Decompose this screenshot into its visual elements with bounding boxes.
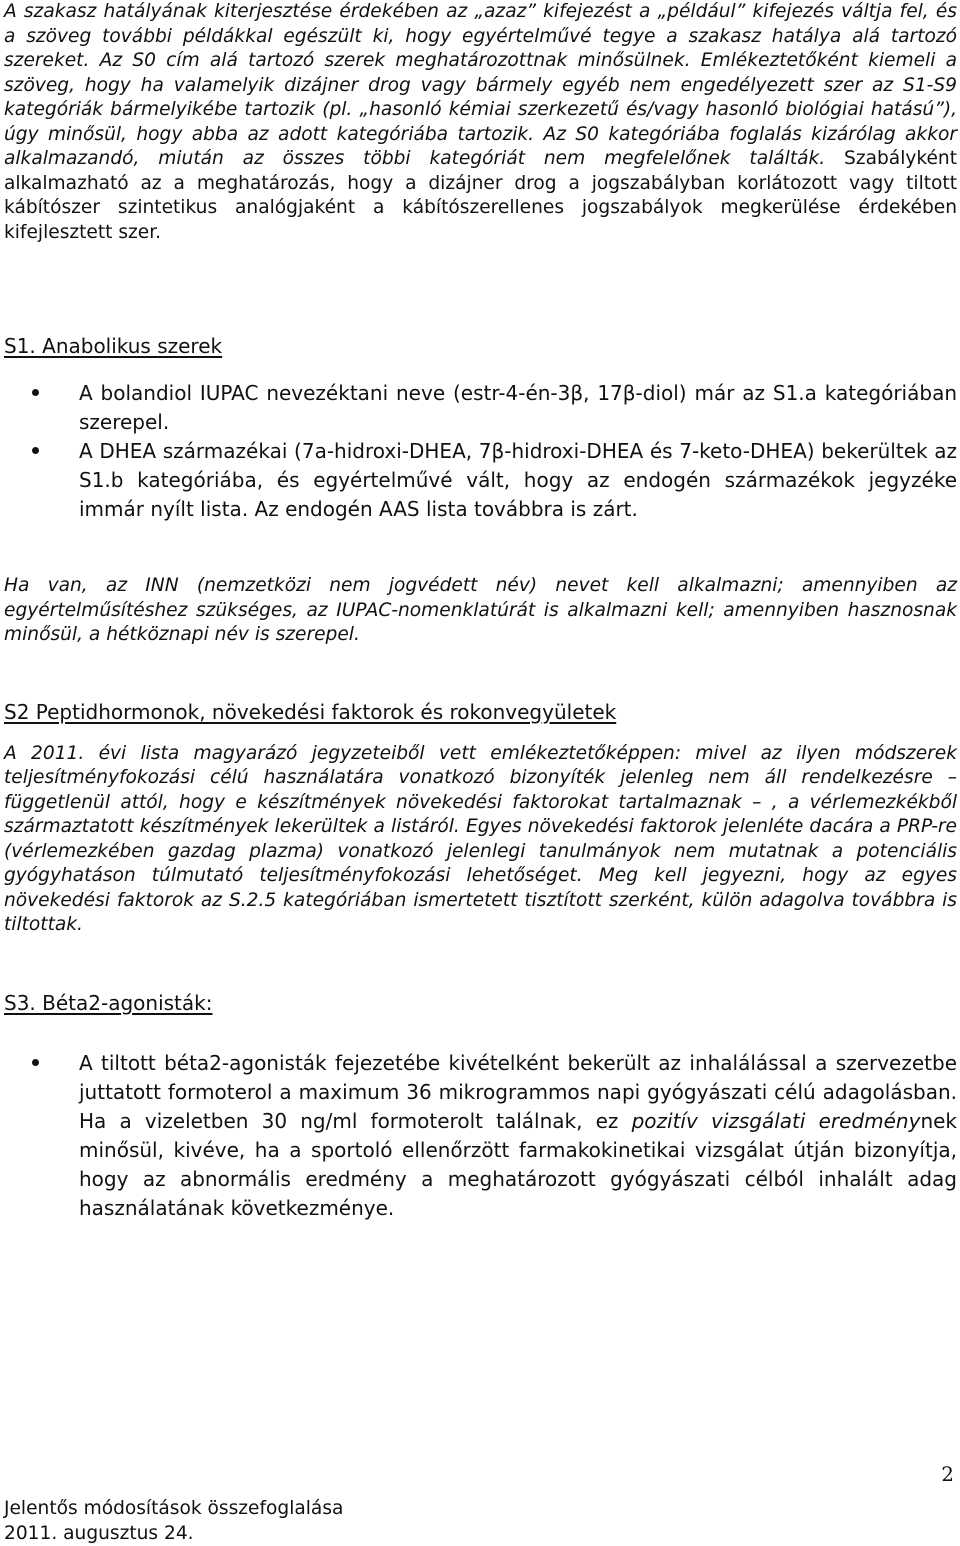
- s3-bullet-part-2: nek minősül, kivéve, ha a sportoló ellenőrzött farmakokinetikai vizsgálat útján bizonyítja, hogy az abnormális eredmény a meghatározott gyógyászati célból inhalált adag használatának következménye.: [79, 1108, 957, 1220]
- list-item: [4, 379, 957, 437]
- s1-bullet-text-1: A bolandiol IUPAC nevezéktani neve (estr-4-én-3β, 17β-diol) már az S1.a kategóriában szerepel.: [79, 381, 957, 434]
- s3-bullet-text: [79, 1049, 957, 1223]
- s3-bullet-italic: pozitív vizsgálati eredmény: [631, 1108, 921, 1133]
- s3-bullet-list: [4, 1049, 957, 1223]
- intro-sentence-2: Emlékeztetőként kiemeli a szöveg, hogy ha valamelyik dizájner drog vagy bármely egyéb nem engedélyezett szer az S1-S9 kategóriák bármelyikébe tartozik (pl. „hasonló kémiai szerkezetű és/vagy hasonló biológiai hatású”), úgy minősül, hogy abba az adott kategóriába tartozik.: [4, 50, 957, 145]
- s3-bullet-part-1: A tiltott béta2-agonisták fejezetébe kivételként bekerült az inhalálással a szervezetbe juttatott formoterol a maximum 36 mikrogrammos napi gyógyászati célú adagolásban. Ha a vizeletben 30 ng/ml formoterolt találnak, ez: [79, 1050, 957, 1133]
- s1-bullet-list: [4, 379, 957, 524]
- footer-title: Jelentős módosítások összefoglalása: [4, 1498, 344, 1519]
- s1-note-paragraph: Ha van, az INN (nemzetközi nem jogvédett név) nevet kell alkalmazni; amennyiben az egyértelműsítéshez szükséges, az IUPAC-nomenklatúrát is alkalmazni kell; amennyiben hasznosnak minősül, a hétköznapi név is szerepel.: [4, 575, 957, 645]
- bullet-icon: [32, 389, 39, 396]
- list-item: [4, 1049, 957, 1223]
- document-page: [4, 0, 957, 1223]
- intro-sentence-3: Az S0 kategóriába foglalás kizárólag akkor alkalmazandó, miután az összes többi kategóriát nem megfelelőnek találták.: [4, 123, 957, 169]
- footer-date: 2011. augusztus 24.: [4, 1523, 194, 1544]
- s1-bullet-text-2: A DHEA származékai (7a-hidroxi-DHEA, 7β-hidroxi-DHEA és 7-keto-DHEA) bekerültek az S1.b kategóriába, és egyértelművé vált, hogy az endogén származékok jegyzéke immár nyílt lista. Az endogén AAS lista továbbra is zárt.: [79, 439, 957, 521]
- page-footer: [4, 1496, 343, 1546]
- s3-heading: S3. Béta2-agonisták:: [4, 990, 213, 1015]
- page-number: 2: [941, 1462, 954, 1486]
- s2-heading: S2 Peptidhormonok, növekedési faktorok és rokonvegyületek: [4, 699, 617, 724]
- intro-sentence-1: A szakasz hatályának kiterjesztése érdekében az „azaz” kifejezést a „például” kifejezés váltja fel, és a szöveg további példákkal egészült ki, hogy egyértelművé tegye a szakasz hatálya alá tartozó szereket. Az S0 cím alá tartozó szerek meghatározottnak minősülnek.: [4, 1, 957, 71]
- list-item: [4, 437, 957, 524]
- s2-body-paragraph: A 2011. évi lista magyarázó jegyzeteiből vett emlékeztetőképpen: mivel az ilyen módszerek teljesítményfokozási célú használatára vonatkozó bizonyíték jelenleg nem áll rendelkezésre – függetlenül attól, hogy e készítmények növekedési faktorokat tartalmaznak – , a vérlemezkékből származtatott készítmények lekerültek a listáról. Egyes növekedési faktorok jelenléte dacára a PRP-re (vérlemezkében gazdag plazma) vonatkozó jelenlegi tanulmányok nem mutatnak a potenciális gyógyhatáson túlmutató teljesítményfokozási lehetőséget. Meg kell jegyezni, hogy az egyes növekedési faktorok az S.2.5 kategóriában ismertetett tisztított szerként, külön adagolva továbbra is tiltottak.: [4, 742, 957, 935]
- intro-sentence-4: Szabályként alkalmazható az a meghatározás, hogy a dizájner drog a jogszabályban korlátozott vagy tiltott kábítószer szintetikus analógjaként a kábítószerellenes jogszabályok megkerülése érdekében kifejlesztett szer.: [4, 148, 957, 243]
- bullet-icon: [32, 1059, 39, 1066]
- intro-paragraph: [4, 0, 957, 245]
- s1-heading: S1. Anabolikus szerek: [4, 334, 223, 358]
- bullet-icon: [32, 447, 39, 454]
